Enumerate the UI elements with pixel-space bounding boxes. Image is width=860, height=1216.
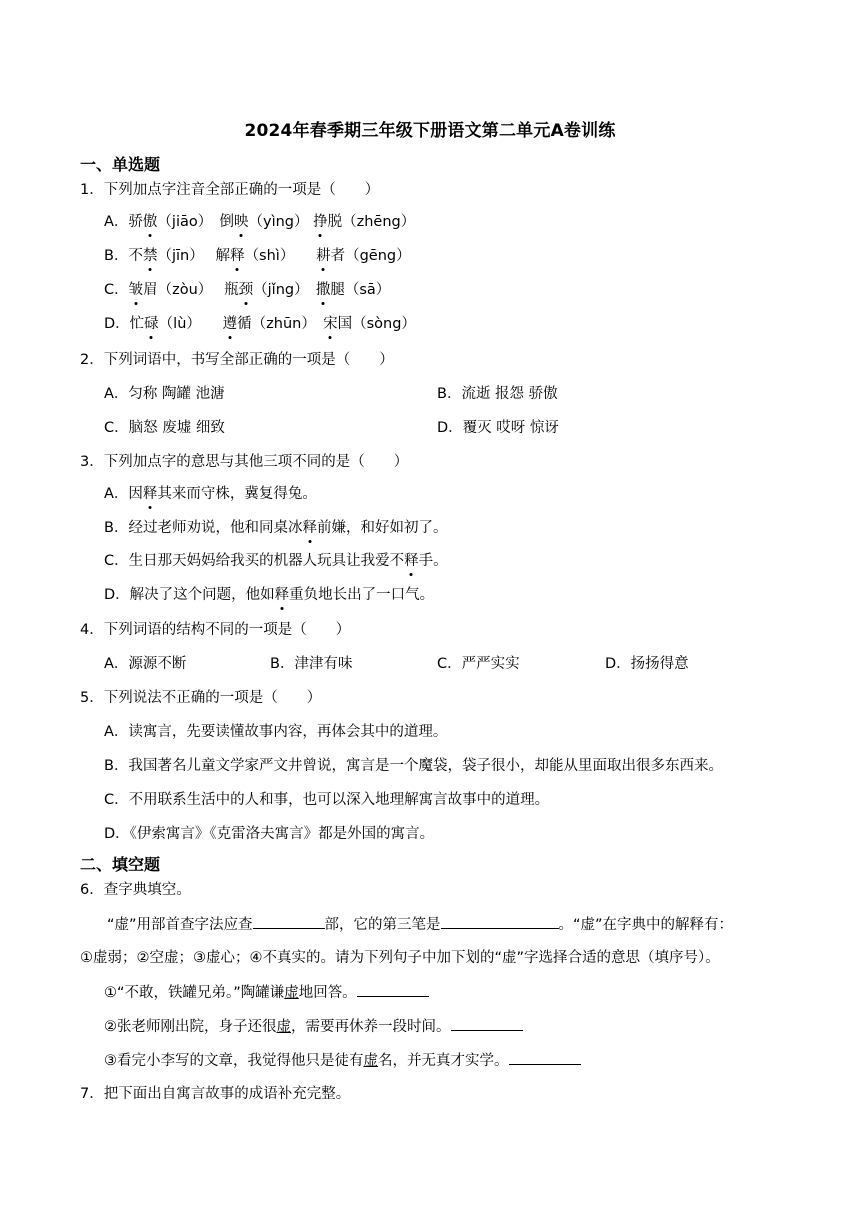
question-5-option-c: C．不用联系生活中的人和事，也可以深入地理解寓言故事中的道理。 <box>104 792 550 808</box>
page-title: 2024年春季期三年级下册语文第二单元A卷训练 <box>244 121 616 141</box>
question-2-option-a: A．匀称 陶罐 池溏 <box>104 386 225 402</box>
question-5-option-a: A．读寓言，先要读懂故事内容，再体会其中的道理。 <box>104 724 448 740</box>
question-1-option-d: D．忙碌（lù） 遵循（zhūn） 宋国（sòng） <box>104 316 416 332</box>
question-4-stem: 4．下列词语的结构不同的一项是（ ） <box>80 622 351 638</box>
radical-blank[interactable] <box>253 914 325 929</box>
sentence-2-blank[interactable] <box>451 1016 523 1031</box>
question-6-sentence-2: ②张老师刚出院，身子还很虚，需要再休养一段时间。 <box>104 1016 523 1037</box>
question-3-option-c: C．生日那天妈妈给我买的机器人玩具让我爱不释手。 <box>104 553 448 569</box>
section-heading-fill-blank: 二、填空题 <box>80 855 161 874</box>
section-heading-single-choice: 一、单选题 <box>80 155 161 174</box>
question-3-option-a: A．因释其来而守株，冀复得兔。 <box>104 486 317 502</box>
question-4-option-d: D．扬扬得意 <box>605 656 689 672</box>
question-4-option-a: A．源源不断 <box>104 656 187 672</box>
question-7-stem: 7．把下面出自寓言故事的成语补充完整。 <box>80 1086 351 1102</box>
question-3-option-d: D．解决了这个问题，他如释重负地长出了一口气。 <box>104 587 435 603</box>
question-3-stem: 3．下列加点字的意思与其他三项不同的是（ ） <box>80 454 409 470</box>
question-4-option-c: C．严严实实 <box>437 656 520 672</box>
question-6-sentence-3: ③看完小李写的文章，我觉得他只是徒有虚名，并无真才实学。 <box>104 1050 581 1071</box>
question-2-option-b: B．流逝 报怨 骄傲 <box>437 386 558 402</box>
question-1-option-a: A．骄傲（jiāo） 倒映（yìng） 挣脱（zhēng） <box>104 214 416 230</box>
question-2-stem: 2．下列词语中，书写全部正确的一项是（ ） <box>80 352 394 368</box>
question-4-option-b: B．津津有味 <box>270 656 353 672</box>
question-5-option-b: B．我国著名儿童文学家严文井曾说，寓言是一个魔袋，袋子很小，却能从里面取出很多东西来。 <box>104 758 723 774</box>
question-1-stem: 1．下列加点字注音全部正确的一项是（ ） <box>80 182 380 198</box>
question-2-option-c: C．脑怒 废墟 细致 <box>104 420 225 436</box>
sentence-1-blank[interactable] <box>357 982 429 997</box>
question-6-stem: 6．查字典填空。 <box>80 882 191 898</box>
question-5-stem: 5．下列说法不正确的一项是（ ） <box>80 690 322 706</box>
question-5-option-d: D．《伊索寓言》《克雷洛夫寓言》都是外国的寓言。 <box>104 826 435 842</box>
question-1-option-c: C．皱眉（zòu） 瓶颈（jǐng） 撒腿（sā） <box>104 282 391 298</box>
question-1-option-b: B．不禁（jīn） 解释（shì） 耕者（gēng） <box>104 248 411 264</box>
question-6-intro-line: “虚”用部首查字法应查 部，它的第三笔是 。“虚”在字典中的解释有： <box>107 914 733 935</box>
sentence-3-blank[interactable] <box>509 1050 581 1065</box>
question-3-option-b: B．经过老师劝说，他和同桌冰释前嫌，和好如初了。 <box>104 520 448 536</box>
question-2-option-d: D．覆灭 哎呀 惊讶 <box>437 420 559 436</box>
question-6-definitions-line: ①虚弱；②空虚；③虚心；④不真实的。请为下列句子中加下划的“虚”字选择合适的意思（填序号）。 <box>80 950 720 966</box>
third-stroke-blank[interactable] <box>441 914 559 929</box>
question-6-sentence-1: ①“不敢，铁罐兄弟。”陶罐谦虚地回答。 <box>104 982 429 1003</box>
